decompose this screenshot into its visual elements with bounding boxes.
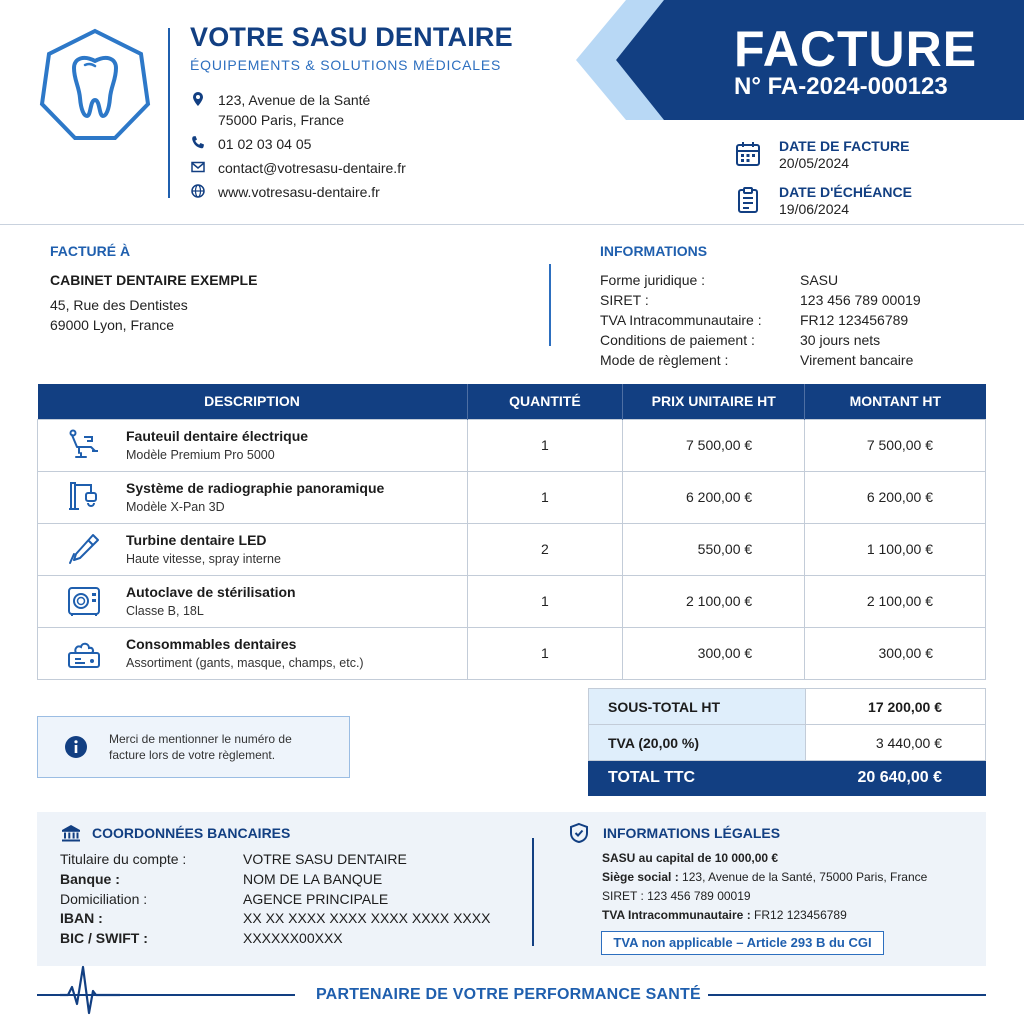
- header-divider: [168, 28, 170, 198]
- section-divider: [549, 264, 551, 346]
- company-name: VOTRE SASU DENTAIRE: [190, 22, 513, 52]
- column-header-description: DESCRIPTION: [38, 384, 468, 419]
- contact-phone: [190, 134, 311, 154]
- bank-details-heading: [60, 822, 290, 844]
- item-amount: 6 200,00 €: [805, 471, 986, 523]
- table-row: [38, 523, 986, 575]
- xray-device-icon: [66, 479, 102, 515]
- vat-exemption-note: TVA non applicable – Article 293 B du CGI: [601, 931, 884, 955]
- item-amount: 7 500,00 €: [805, 419, 986, 471]
- legal-tva: [602, 908, 847, 922]
- subtotal-label: SOUS-TOTAL HT: [589, 689, 806, 725]
- header-rule: [0, 224, 1024, 225]
- info-key: Mode de règlement :: [600, 352, 729, 368]
- info-key: Conditions de paiement :: [600, 332, 755, 348]
- legal-capital: SASU au capital de 10 000,00 €: [602, 851, 779, 865]
- table-row: [38, 575, 986, 627]
- legal-info-title: INFORMATIONS LÉGALES: [603, 825, 781, 841]
- payment-note: [37, 716, 350, 778]
- bank-key: Domiciliation :: [60, 891, 148, 907]
- autoclave-icon: [66, 583, 102, 619]
- table-row: [38, 627, 986, 679]
- client-address-line-2: 69000 Lyon, France: [50, 317, 175, 333]
- tooth-logo-icon: [38, 28, 152, 144]
- table-row: [38, 419, 986, 471]
- client-address-line-1: 45, Rue des Dentistes: [50, 297, 188, 313]
- bank-value: AGENCE PRINCIPALE: [243, 891, 389, 907]
- due-date-value: 19/06/2024: [779, 201, 850, 217]
- totals-table: [588, 688, 986, 796]
- company-tagline: ÉQUIPEMENTS & SOLUTIONS MÉDICALES: [190, 57, 502, 73]
- item-name: Turbine dentaire LED: [126, 532, 267, 548]
- info-icon: [64, 735, 88, 759]
- informations-label: INFORMATIONS: [600, 243, 708, 259]
- legal-tva-value: FR12 123456789: [754, 908, 847, 922]
- grand-total-label: TOTAL TTC: [589, 761, 806, 796]
- item-amount: 300,00 €: [805, 627, 986, 679]
- item-amount: 2 100,00 €: [805, 575, 986, 627]
- consumables-icon: [66, 635, 102, 671]
- footer-divider: [532, 838, 534, 946]
- bank-value: NOM DE LA BANQUE: [243, 871, 383, 887]
- bank-details-title: COORDONNÉES BANCAIRES: [92, 825, 291, 841]
- address-line-1: 123, Avenue de la Santé: [218, 92, 371, 108]
- item-amount: 1 100,00 €: [805, 523, 986, 575]
- item-description: Assortiment (gants, masque, champs, etc.): [126, 656, 364, 670]
- subtotal-row: [589, 689, 986, 725]
- item-unit-price: 7 500,00 €: [623, 419, 805, 471]
- tva-label: TVA (20,00 %): [589, 725, 806, 761]
- table-row: [38, 471, 986, 523]
- info-key: SIRET :: [600, 292, 649, 308]
- info-value: 123 456 789 00019: [800, 292, 921, 308]
- bank-value: VOTRE SASU DENTAIRE: [243, 851, 407, 867]
- contact-address: [190, 90, 370, 130]
- heartbeat-icon: [60, 964, 120, 1020]
- table-header-row: [38, 384, 986, 419]
- item-quantity: 1: [467, 471, 623, 523]
- billed-to-label: FACTURÉ À: [50, 243, 131, 259]
- info-value: 30 jours nets: [800, 332, 881, 348]
- invoice-number: N° FA-2024-000123: [734, 73, 948, 100]
- bank-key: BIC / SWIFT :: [60, 930, 148, 946]
- legal-siege-value: 123, Avenue de la Santé, 75000 Paris, France: [682, 870, 928, 884]
- calendar-icon: [734, 140, 762, 168]
- column-header-quantity: QUANTITÉ: [467, 384, 623, 419]
- legal-tva-key: TVA Intracommunautaire :: [602, 908, 751, 922]
- items-table: [37, 384, 986, 680]
- bank-icon: [60, 822, 82, 844]
- info-value: FR12 123456789: [800, 312, 909, 328]
- globe-icon: [190, 183, 206, 199]
- item-description: Modèle Premium Pro 5000: [126, 448, 275, 462]
- item-name: Fauteuil dentaire électrique: [126, 428, 309, 444]
- column-header-amount: MONTANT HT: [805, 384, 986, 419]
- item-description: Classe B, 18L: [126, 604, 204, 618]
- bank-key: IBAN :: [60, 910, 103, 926]
- tva-value: 3 440,00 €: [806, 725, 986, 761]
- subtotal-value: 17 200,00 €: [806, 689, 986, 725]
- due-date-block: [734, 184, 912, 217]
- client-name: CABINET DENTAIRE EXEMPLE: [50, 272, 258, 288]
- phone-number: 01 02 03 04 05: [218, 136, 312, 152]
- invoice-title: FACTURE: [734, 21, 978, 77]
- clipboard-icon: [734, 186, 762, 214]
- due-date-label: DATE D'ÉCHÉANCE: [779, 184, 912, 200]
- location-pin-icon: [190, 91, 206, 107]
- legal-siret: SIRET : 123 456 789 00019: [602, 889, 751, 903]
- item-unit-price: 6 200,00 €: [623, 471, 805, 523]
- item-unit-price: 550,00 €: [623, 523, 805, 575]
- contact-email: [190, 158, 406, 178]
- item-name: Consommables dentaires: [126, 636, 297, 652]
- invoice-date-value: 20/05/2024: [779, 155, 850, 171]
- envelope-icon: [190, 159, 206, 175]
- address-line-2: 75000 Paris, France: [218, 112, 345, 128]
- website-url[interactable]: www.votresasu-dentaire.fr: [218, 184, 380, 200]
- info-value: SASU: [800, 272, 839, 288]
- email-address[interactable]: contact@votresasu-dentaire.fr: [218, 160, 406, 176]
- bank-value: XXXXXX00XXX: [243, 930, 343, 946]
- bank-value: XX XX XXXX XXXX XXXX XXXX XXXX: [243, 910, 491, 926]
- item-unit-price: 2 100,00 €: [623, 575, 805, 627]
- info-key: TVA Intracommunautaire :: [600, 312, 762, 328]
- invoice-date-label: DATE DE FACTURE: [779, 138, 910, 154]
- item-unit-price: 300,00 €: [623, 627, 805, 679]
- legal-siege: [602, 870, 927, 884]
- column-header-unit-price: PRIX UNITAIRE HT: [623, 384, 805, 419]
- tagline-rule-right: [708, 994, 986, 996]
- dental-chair-icon: [66, 427, 102, 463]
- grand-total-row: [589, 761, 986, 796]
- legal-siege-key: Siège social :: [602, 870, 679, 884]
- turbine-icon: [66, 531, 102, 567]
- phone-icon: [190, 135, 206, 151]
- bank-key: Titulaire du compte :: [60, 851, 187, 867]
- contact-website: [190, 182, 380, 202]
- item-description: Modèle X-Pan 3D: [126, 500, 225, 514]
- item-quantity: 1: [467, 627, 623, 679]
- legal-info-heading: [568, 822, 780, 844]
- item-quantity: 1: [467, 419, 623, 471]
- item-name: Autoclave de stérilisation: [126, 584, 296, 600]
- info-value: Virement bancaire: [800, 352, 914, 368]
- invoice-date-block: [734, 138, 909, 171]
- item-description: Haute vitesse, spray interne: [126, 552, 281, 566]
- info-key: Forme juridique :: [600, 272, 706, 288]
- item-quantity: 2: [467, 523, 623, 575]
- shield-check-icon: [568, 822, 590, 844]
- footer-tagline: PARTENAIRE DE VOTRE PERFORMANCE SANTÉ: [316, 986, 701, 1003]
- grand-total-value: 20 640,00 €: [806, 761, 986, 796]
- item-name: Système de radiographie panoramique: [126, 480, 385, 496]
- bank-key: Banque :: [60, 871, 120, 887]
- item-quantity: 1: [467, 575, 623, 627]
- tva-row: [589, 725, 986, 761]
- payment-note-text: Merci de mentionner le numéro de facture lors de votre règlement.: [109, 732, 292, 762]
